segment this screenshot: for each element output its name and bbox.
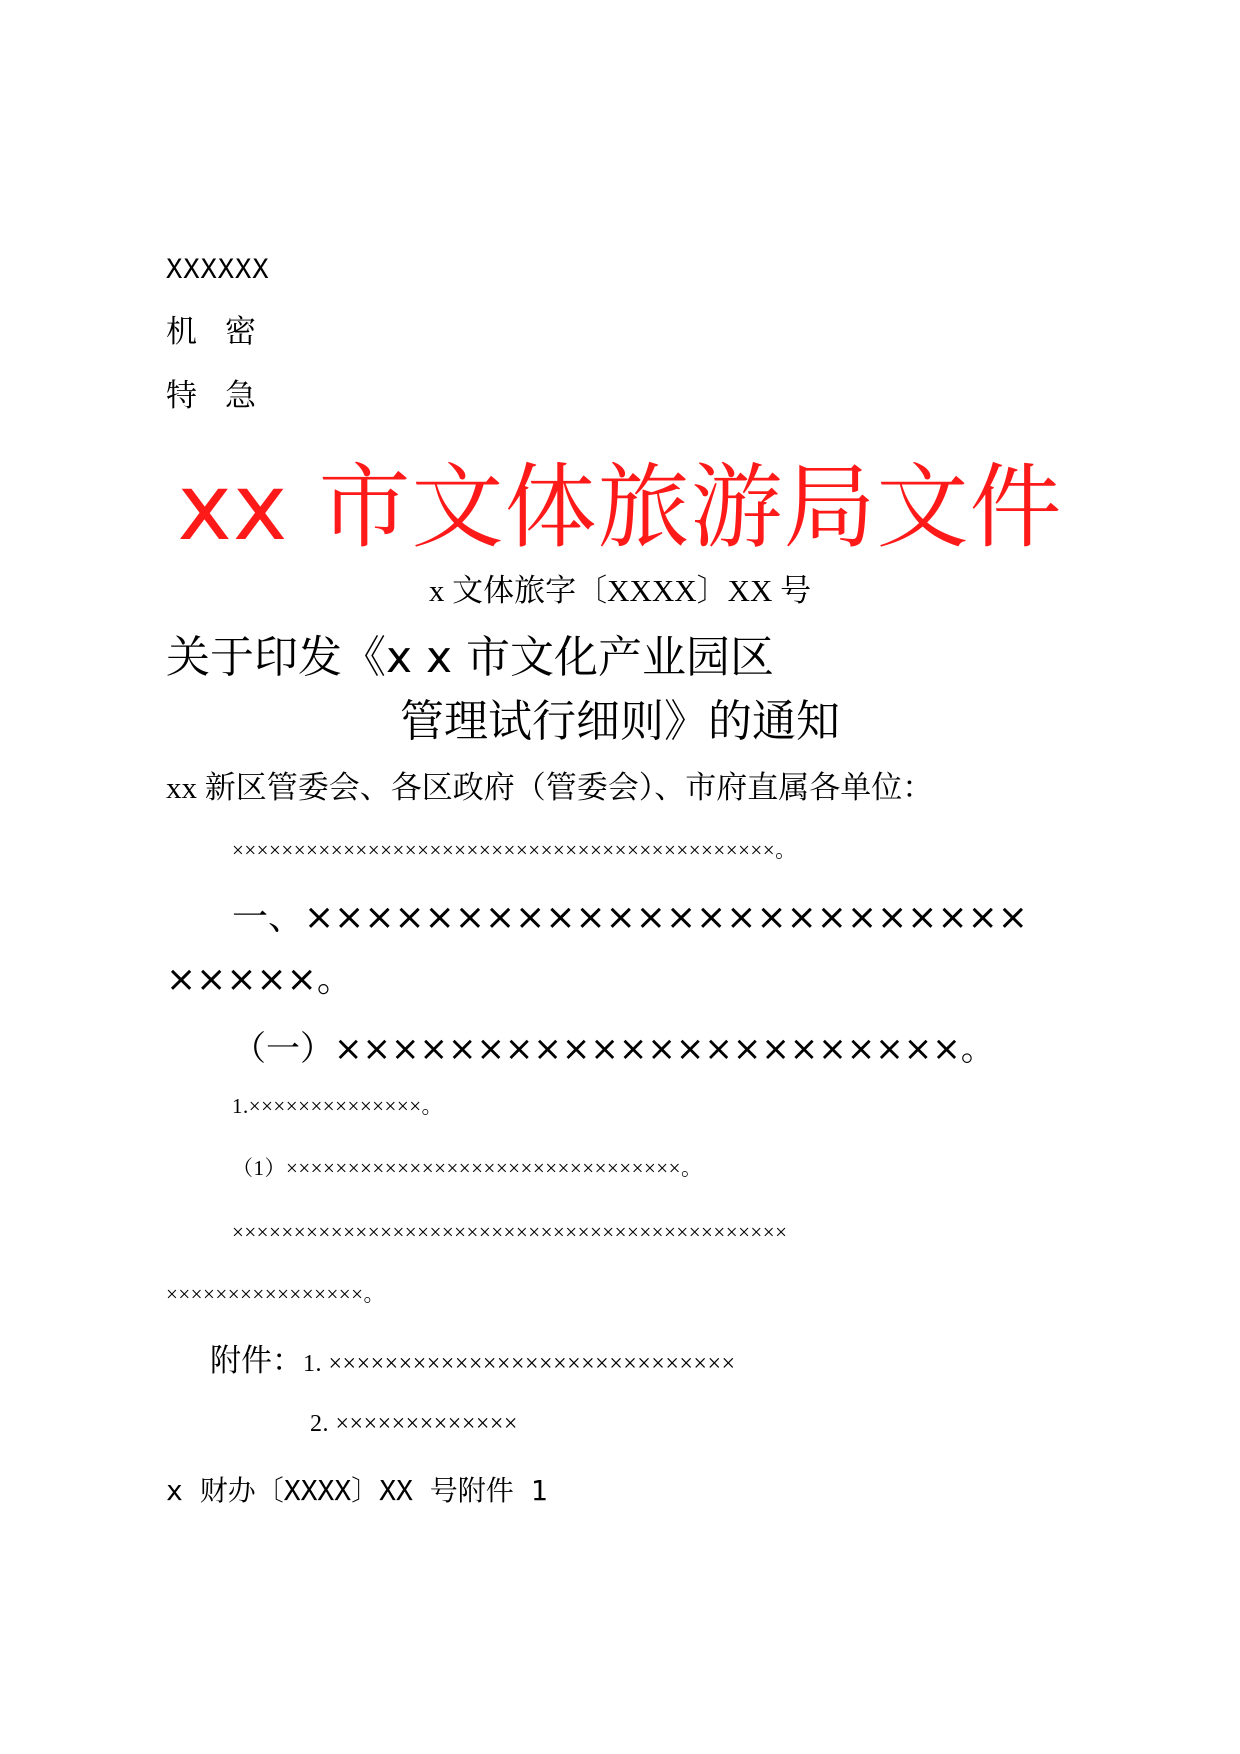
notice-title-line-1: 关于印发《x x 市文化产业园区: [166, 632, 775, 683]
heading-3: 1.××××××××××××××。: [232, 1094, 444, 1118]
heading-4: （1）××××××××××××××××××××××××××××××××。: [232, 1156, 703, 1180]
attachment-item-1: [210, 1343, 736, 1379]
recipients: xx 新区管委会、各区政府（管委会）、市府直属各单位：: [166, 770, 934, 805]
agency-title: xx 市文体旅游局文件: [177, 454, 1063, 561]
footer-reference: x 财办〔XXXX〕XX 号附件 1: [166, 1474, 548, 1507]
document-number: x 文体旅字〔XXXX〕XX 号: [428, 573, 812, 608]
attachment-text-1: 1. ×××××××××××××××××××××××××××××: [303, 1351, 736, 1377]
body-paragraph-line-2: ××××××××××××××××。: [166, 1282, 385, 1306]
attachments-label: 附件：: [210, 1343, 303, 1379]
attachment-item-2: 2. ×××××××××××××: [310, 1411, 518, 1437]
secret-level: 机密: [166, 314, 284, 350]
notice-title-line-2: 管理试行细则》的通知: [400, 696, 840, 747]
heading-1-line-2: ×××××。: [166, 959, 353, 1000]
body-paragraph-line-1: ×××××××××××××××××××××××××××××××××××××××××××××: [232, 1220, 788, 1244]
urgency-level: 特急: [166, 378, 284, 414]
heading-2: （一）××××××××××××××××××××××。: [232, 1029, 995, 1069]
serial-number: XXXXXX: [166, 254, 270, 285]
intro-paragraph: ××××××××××××××××××××××××××××××××××××××××××××。: [232, 838, 797, 862]
heading-1-line-1: 一、××××××××××××××××××××××××: [232, 897, 1028, 938]
